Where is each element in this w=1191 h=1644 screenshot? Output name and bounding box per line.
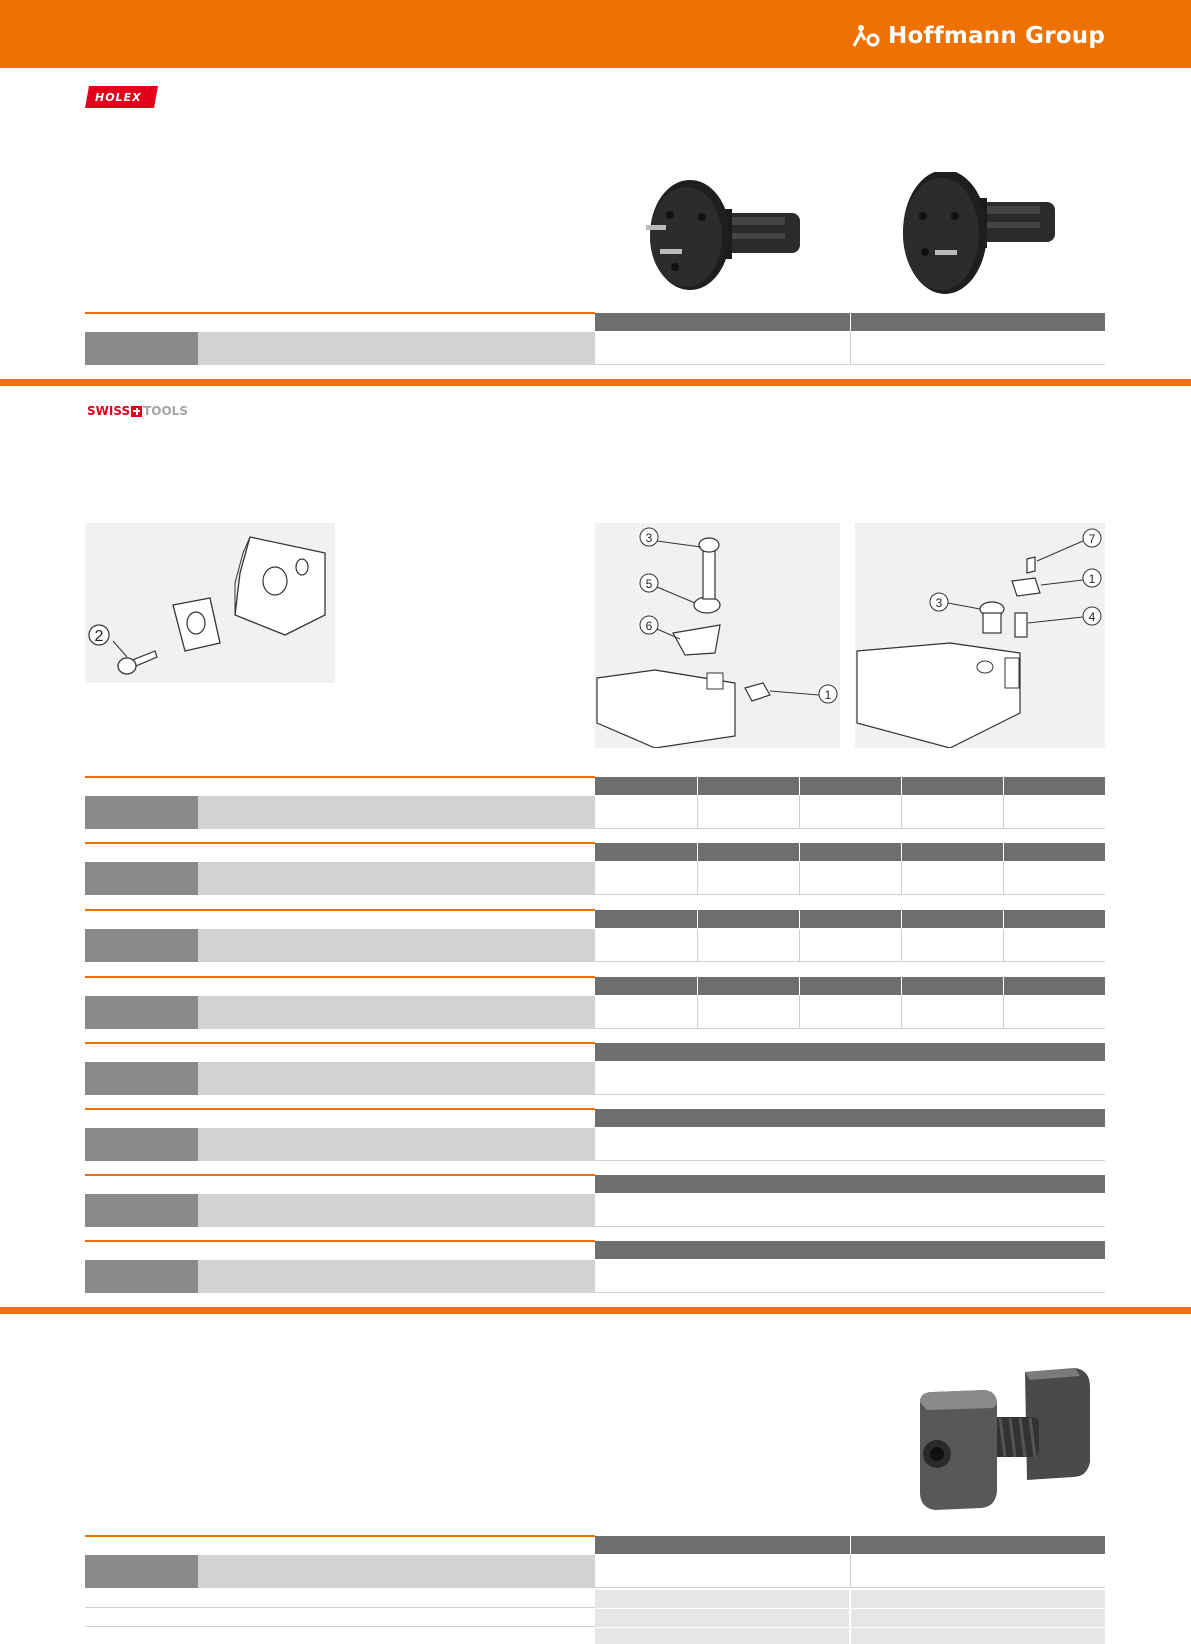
table-value-cell	[595, 1194, 1105, 1227]
table-column-header	[595, 1109, 1105, 1127]
column-separator	[697, 777, 698, 795]
section1-value-cell	[595, 332, 849, 365]
column-divider	[901, 862, 902, 895]
drawing-clamp-assembly	[595, 523, 840, 748]
section-divider-2	[0, 1307, 1191, 1314]
column-separator	[901, 977, 902, 995]
column-separator	[1003, 977, 1004, 995]
table-row-line	[85, 909, 595, 911]
column-separator	[697, 910, 698, 928]
product-image-toolholder-2	[895, 172, 1065, 302]
table-row-key	[85, 929, 198, 962]
figure-label: 5	[645, 577, 653, 591]
column-divider	[1003, 996, 1004, 1029]
column-divider	[799, 996, 800, 1029]
column-separator	[1003, 777, 1004, 795]
column-separator	[1003, 843, 1004, 861]
column-divider	[850, 1555, 851, 1588]
figure-label: 1	[1088, 572, 1096, 586]
table-value-cell	[595, 1260, 1105, 1293]
column-divider	[799, 796, 800, 829]
figure-label: 7	[1088, 532, 1096, 546]
column-separator	[799, 977, 800, 995]
column-separator	[799, 843, 800, 861]
column-divider	[850, 332, 851, 365]
table-row-key	[85, 1062, 198, 1095]
drawing-screw-shim	[85, 523, 335, 683]
section3-row-key	[85, 1555, 198, 1588]
table-row-key	[85, 862, 198, 895]
table-row-line	[85, 1240, 595, 1242]
swiss-logo-part2: TOOLS	[143, 404, 188, 418]
table-column-header	[595, 777, 1105, 795]
table-row-key	[85, 1260, 198, 1293]
section3-value-cell	[595, 1555, 849, 1588]
swiss-logo-part1: SWISS	[87, 404, 131, 418]
hoffmann-brand[interactable]	[852, 20, 1105, 52]
table-row-line	[85, 1174, 595, 1176]
section3-light-cell	[851, 1590, 1105, 1608]
figure-label: 4	[1088, 610, 1096, 624]
product-image-toolholder-1	[640, 175, 810, 305]
section3-light-cell	[595, 1590, 849, 1608]
section3-row-line	[85, 1535, 595, 1537]
section3-row-label	[198, 1555, 595, 1588]
holex-logo-text: HOLEX	[95, 91, 142, 104]
column-divider	[697, 929, 698, 962]
table-row-line	[85, 1108, 595, 1110]
table-column-header	[595, 1175, 1105, 1193]
table-row-key	[85, 1194, 198, 1227]
column-divider	[1003, 862, 1004, 895]
column-divider	[901, 996, 902, 1029]
table-row-key	[85, 796, 198, 829]
column-separator	[697, 977, 698, 995]
table-row-label	[198, 862, 595, 895]
column-separator	[901, 910, 902, 928]
section-divider-1	[0, 379, 1191, 386]
holex-logo	[85, 85, 158, 109]
brand-name: Hoffmann Group	[888, 23, 1105, 49]
column-separator	[697, 843, 698, 861]
section1-value-cell	[851, 332, 1105, 365]
table-value-cell	[595, 862, 1105, 895]
table-column-header	[595, 1241, 1105, 1259]
table-column-header	[595, 910, 1105, 928]
section3-light-cell	[851, 1609, 1105, 1627]
section3-row-line	[85, 1626, 595, 1627]
figure-label: 2	[94, 628, 104, 645]
table-row-key	[85, 1128, 198, 1161]
column-divider	[799, 929, 800, 962]
hoffmann-logo-icon	[852, 24, 882, 48]
table-row-label	[198, 1128, 595, 1161]
column-separator	[850, 1536, 851, 1554]
table-row-label	[198, 796, 595, 829]
column-divider	[697, 862, 698, 895]
table-row-line	[85, 842, 595, 844]
column-separator	[901, 777, 902, 795]
table-column-header	[595, 977, 1105, 995]
column-separator	[799, 777, 800, 795]
section3-light-cell	[595, 1628, 849, 1644]
column-divider	[697, 796, 698, 829]
section1-row-label	[198, 332, 595, 365]
figure-label: 3	[645, 531, 653, 545]
table-row-line	[85, 776, 595, 778]
figure-label: 1	[824, 688, 832, 702]
table-value-cell	[595, 1128, 1105, 1161]
section3-row-line	[85, 1607, 595, 1608]
table-column-header	[595, 1043, 1105, 1061]
table-row-key	[85, 996, 198, 1029]
column-divider	[901, 929, 902, 962]
table-value-cell	[595, 1062, 1105, 1095]
column-divider	[697, 996, 698, 1029]
figure-label: 3	[935, 596, 943, 610]
table-column-header	[595, 843, 1105, 861]
section1-row-line	[85, 312, 595, 314]
table-row-label	[198, 1260, 595, 1293]
table-value-cell	[595, 996, 1105, 1029]
drawing-clamp-assembly-variant	[855, 523, 1105, 748]
swiss-cross-icon	[131, 406, 142, 417]
column-divider	[901, 796, 902, 829]
table-value-cell	[595, 929, 1105, 962]
section3-light-cell	[851, 1628, 1105, 1644]
column-separator	[799, 910, 800, 928]
table-row-line	[85, 976, 595, 978]
table-row-label	[198, 929, 595, 962]
table-row-label	[198, 996, 595, 1029]
column-divider	[1003, 796, 1004, 829]
column-separator	[901, 843, 902, 861]
table-row-line	[85, 1042, 595, 1044]
column-divider	[1003, 929, 1004, 962]
swisstools-logo	[87, 404, 188, 418]
table-row-label	[198, 1062, 595, 1095]
section1-row-key	[85, 332, 198, 365]
table-row-label	[198, 1194, 595, 1227]
column-divider	[799, 862, 800, 895]
column-separator	[1003, 910, 1004, 928]
figure-label: 6	[645, 619, 653, 633]
section3-light-cell	[595, 1609, 849, 1627]
product-image-t-nut	[915, 1362, 1105, 1517]
section3-value-cell	[851, 1555, 1105, 1588]
table-value-cell	[595, 796, 1105, 829]
column-separator	[850, 313, 851, 331]
